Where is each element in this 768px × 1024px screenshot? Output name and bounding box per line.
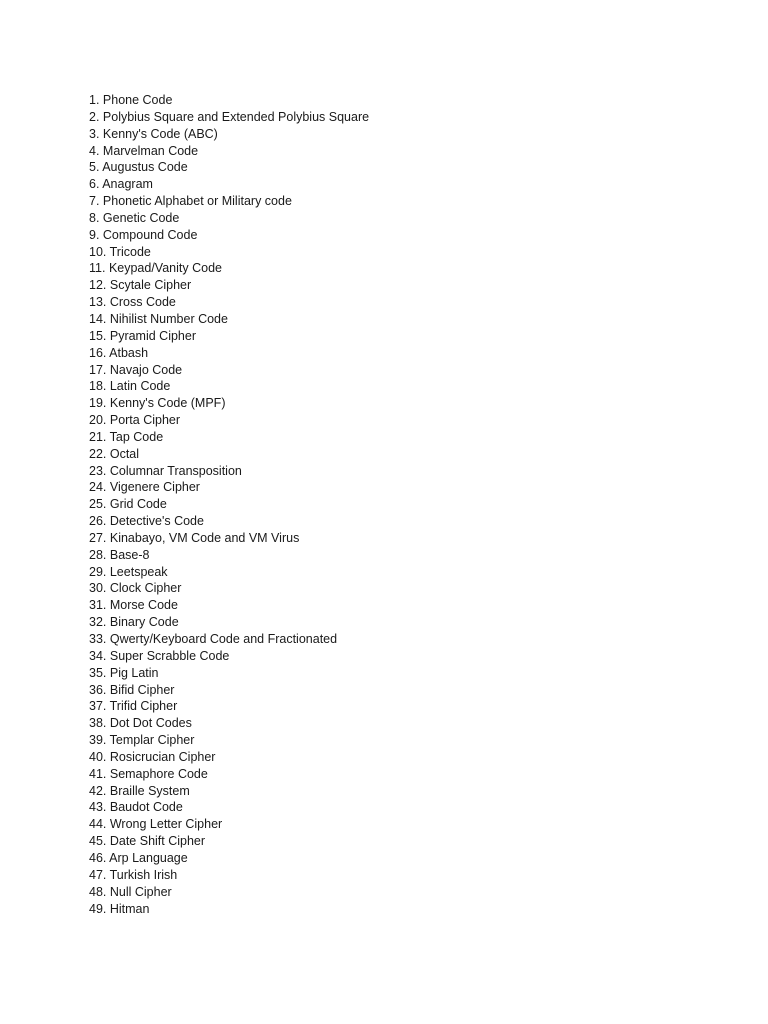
list-item-number: 20 . [89,413,110,427]
list-item-text: Base-8 [109,547,150,562]
list-item-text: Detective's Code [109,514,204,529]
list-item-number: 31 . [89,598,110,612]
list-item-text: Vigenere Cipher [109,480,200,495]
list-item-number: 2 . [89,110,103,124]
list-item [89,429,369,446]
list-item [89,193,369,210]
list-item-number: 18 . [89,379,110,393]
list-item-text: Kenny's Code (ABC) [102,126,218,141]
list-item-number: 5 . [89,160,102,174]
list-item [89,799,369,816]
list-item-text: Kinabayo, VM Code and VM Virus [109,530,300,545]
list-item [89,732,369,749]
list-item [89,446,369,463]
list-item [89,210,369,227]
list-item-number: 15 . [89,329,110,343]
list-item [89,867,369,884]
list-item-text: Navajo Code [109,362,183,377]
list-item-number: 39 . [89,733,110,747]
list-item [89,126,369,143]
list-item-number: 27 . [89,531,110,545]
list-item-text: Super Scrabble Code [109,648,230,663]
list-item-number: 13 . [89,295,110,309]
list-item-text: Dot Dot Codes [109,716,192,731]
list-item-number: 48 . [89,885,110,899]
list-item-number: 1 . [89,93,103,107]
list-item-number: 25 . [89,497,110,511]
list-item-number: 23 . [89,464,110,478]
list-item-number: 45 . [89,834,110,848]
list-item-number: 14 . [89,312,110,326]
list-item-text: Keypad/Vanity Code [108,261,222,276]
list-item [89,412,369,429]
list-item-number: 44 . [89,817,110,831]
list-item-text: Columnar Transposition [109,463,242,478]
list-item-text: Tricode [109,244,151,259]
list-item-text: Augustus Code [102,160,188,175]
list-item-text: Phonetic Alphabet or Military code [102,194,292,209]
list-item [89,648,369,665]
list-item-text: Bifid Cipher [109,682,175,697]
list-item-number: 29 . [89,565,110,579]
list-item-number: 34 . [89,649,110,663]
list-item-text: Morse Code [109,598,178,613]
list-item-text: Trifid Cipher [109,699,178,714]
list-item [89,715,369,732]
list-item-text: Nihilist Number Code [109,311,228,326]
list-item [89,277,369,294]
list-item-text: Pyramid Cipher [109,328,196,343]
list-item-number: 37 . [89,699,110,713]
list-item [89,850,369,867]
list-item [89,143,369,160]
list-item-number: 19 . [89,396,110,410]
list-item [89,530,369,547]
list-item [89,547,369,564]
list-item-text: Hitman [109,901,150,916]
list-item-number: 42 . [89,784,110,798]
list-item-text: Braille System [109,783,190,798]
list-item [89,311,369,328]
list-item [89,631,369,648]
list-item-number: 11 . [89,261,109,275]
list-item [89,227,369,244]
list-item-text: Scytale Cipher [109,278,192,293]
list-item-text: Genetic Code [102,210,180,225]
list-item-number: 7 . [89,194,103,208]
list-item-number: 36 . [89,683,110,697]
list-item-number: 10 . [89,245,110,259]
list-item-number: 32 . [89,615,110,629]
list-item-number: 26 . [89,514,110,528]
list-item-number: 9 . [89,228,103,242]
list-item [89,362,369,379]
list-item [89,395,369,412]
list-item-number: 17 . [89,363,110,377]
list-item-text: Leetspeak [109,564,168,579]
list-item-number: 24 . [89,480,110,494]
list-item-number: 4 . [89,144,103,158]
list-item-number: 6 . [89,177,102,191]
list-item-number: 30 . [89,581,110,595]
list-item-number: 33 . [89,632,110,646]
list-item [89,92,369,109]
list-item-text: Templar Cipher [109,733,195,748]
list-item-number: 12 . [89,278,110,292]
list-item [89,564,369,581]
list-item [89,260,369,277]
list-item-text: Arp Language [109,850,188,865]
list-item-number: 40 . [89,750,110,764]
list-item [89,766,369,783]
list-item-text: Binary Code [109,615,179,630]
list-item-text: Anagram [102,177,153,192]
list-item-text: Kenny's Code (MPF) [109,396,226,411]
list-item-text: Compound Code [102,227,198,242]
list-item-text: Wrong Letter Cipher [109,817,223,832]
list-item-text: Pig Latin [109,665,159,680]
list-item-text: Latin Code [109,379,171,394]
list-item-number: 41 . [89,767,110,781]
list-item [89,580,369,597]
list-item [89,682,369,699]
list-item [89,345,369,362]
list-item-text: Grid Code [109,497,167,512]
list-item [89,244,369,261]
list-item [89,783,369,800]
list-item-number: 16 . [89,346,109,360]
list-item [89,378,369,395]
list-item-text: Baudot Code [109,800,183,815]
list-item-text: Qwerty/Keyboard Code and Fractionated [109,632,338,646]
list-item [89,816,369,833]
list-item [89,597,369,614]
list-item-text: Semaphore Code [109,766,208,781]
list-item [89,463,369,480]
list-item [89,614,369,631]
list-item-text: Porta Cipher [109,413,181,428]
list-item [89,328,369,345]
list-item-number: 47 . [89,868,110,882]
list-item [89,513,369,530]
list-item-number: 49 . [89,902,110,916]
list-item-number: 8 . [89,211,103,225]
list-item [89,496,369,513]
list-item-number: 46 . [89,851,109,865]
list-item-text: Marvelman Code [102,143,199,158]
list-item-number: 3 . [89,127,103,141]
list-item [89,176,369,193]
list-item-text: Polybius Square and Extended Polybius Square [102,109,370,124]
list-item-number: 35 . [89,666,110,680]
list-item-number: 38 . [89,716,110,730]
list-item-text: Turkish Irish [109,867,178,882]
list-item [89,901,369,918]
list-item-text: Null Cipher [109,884,172,899]
list-item-text: Octal [109,446,140,461]
list-item [89,294,369,311]
list-item-number: 43 . [89,800,110,814]
list-item [89,698,369,715]
list-item-number: 22 . [89,447,110,461]
list-item-text: Rosicrucian Cipher [109,749,216,764]
code-list [89,92,369,917]
list-item [89,884,369,901]
list-item-number: 28 . [89,548,110,562]
list-item [89,479,369,496]
list-item [89,109,369,126]
list-item [89,665,369,682]
list-item-text: Tap Code [109,429,164,444]
list-item [89,749,369,766]
list-item-text: Phone Code [102,93,173,107]
list-item-text: Cross Code [109,295,176,310]
list-item [89,833,369,850]
list-item-text: Atbash [109,345,149,360]
list-item [89,159,369,176]
list-item-text: Date Shift Cipher [109,834,206,849]
list-item-text: Clock Cipher [109,581,182,596]
list-item-number: 21 . [89,430,110,444]
